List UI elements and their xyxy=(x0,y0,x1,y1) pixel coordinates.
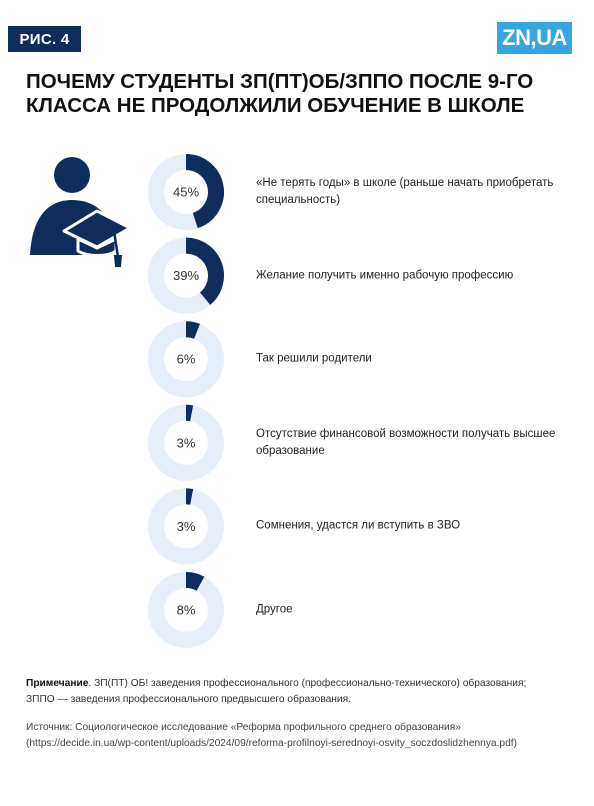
donut-slice-4 xyxy=(186,413,192,414)
reason-label-6: Другое xyxy=(256,603,293,616)
student-graduation-cap-icon xyxy=(30,155,132,267)
donut-value-label-2: 39% xyxy=(172,268,200,284)
donut-value-label-6: 8% xyxy=(176,602,196,618)
reason-label-5: Сомнения, удастся ли вступить в ЗВО xyxy=(256,519,461,532)
reason-label-1: «Не терять годы» в школе (раньше начать приобретать специальность) xyxy=(256,177,554,206)
figure-label: РИС. 4 xyxy=(8,26,81,52)
note-label: Примечание xyxy=(26,678,89,689)
zn-ua-logo: ZN,UA xyxy=(497,22,572,54)
donut-slice-6 xyxy=(186,580,200,584)
reason-label-4: Отсутствие финансовой возможности получать высшее образование xyxy=(256,427,556,457)
donut-value-label-3: 6% xyxy=(176,351,196,367)
note-text: . ЗП(ПТ) ОБ! заведения профессионального (профессионально-технического) образования; ЗППО — заведения профессионального предвысшего образования. xyxy=(26,678,527,705)
donut-chart-column xyxy=(146,148,242,648)
donut-value-label-1: 45% xyxy=(172,184,200,200)
reason-label-2: Желание получить именно рабочую профессию xyxy=(256,269,514,282)
page-title: ПОЧЕМУ СТУДЕНТЫ ЗП(ПТ)ОБ/ЗППО ПОСЛЕ 9-ГО КЛАССА НЕ ПРОДОЛЖИЛИ ОБУЧЕНИЕ В ШКОЛЕ xyxy=(26,70,534,117)
donut-slice-5 xyxy=(186,496,192,497)
source-text: Источник: Социологическое исследование «Реформа профильного среднего образования» (https://decide.in.ua/wp-content/uploads/2024/09/reforma-profilnoyi-serednoyi-osvity_soczdoslidzhennya.pdf) xyxy=(26,722,517,749)
donut-value-label-4: 3% xyxy=(176,435,196,451)
reason-label-3: Так решили родители xyxy=(256,352,372,365)
donut-value-label-5: 3% xyxy=(176,518,196,534)
note xyxy=(26,676,546,708)
donut-slice-3 xyxy=(186,329,197,331)
